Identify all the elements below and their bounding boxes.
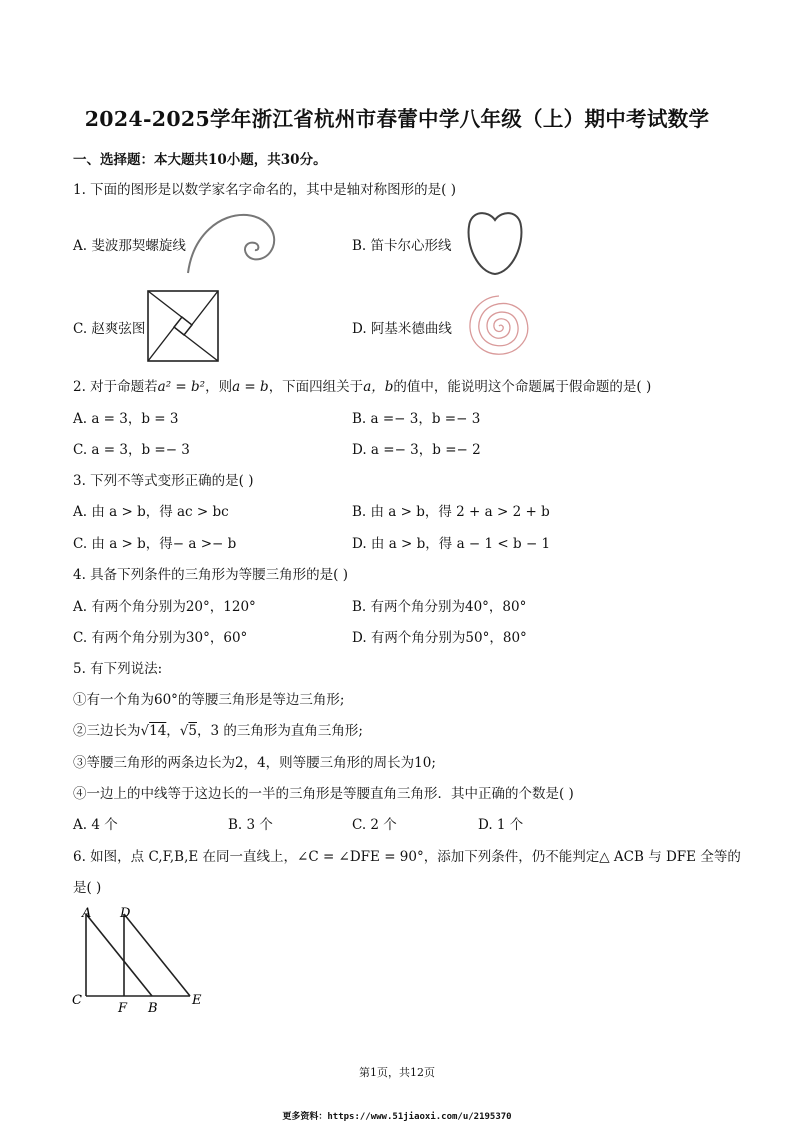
q2-stem-part3: ，下面四组关于	[268, 379, 364, 395]
q1-option-d: D. 阿基米德曲线	[352, 321, 452, 337]
page-title: 2024-2025学年浙江省杭州市春蕾中学八年级（上）期中考试数学	[84, 107, 710, 131]
q4-option-c: C. 有两个角分别为30°，60°	[73, 630, 248, 646]
vertex-label-d: D	[120, 906, 131, 921]
q4-option-a: A. 有两个角分别为20°，120°	[73, 599, 256, 615]
q5-s2-radicand-1: 14	[149, 723, 167, 739]
q5-option-d: D. 1 个	[478, 817, 524, 833]
q5-option-c: C. 2 个	[352, 817, 397, 833]
cardioid-figure	[466, 208, 524, 278]
vertex-label-e: E	[192, 993, 202, 1008]
triangles-figure	[72, 904, 212, 1016]
vertex-label-c: C	[72, 993, 82, 1008]
page-footer: 第1页，共12页	[359, 1066, 435, 1079]
q5-option-a: A. 4 个	[73, 817, 118, 833]
q2-option-a: A. a = 3，b = 3	[73, 411, 179, 427]
q1-option-a: A. 斐波那契螺旋线	[73, 238, 186, 254]
q2-option-b: B. a =− 3，b =− 3	[352, 411, 481, 427]
q5-s2-part2: ，√	[166, 723, 189, 739]
fibonacci-spiral-figure	[185, 205, 280, 275]
q2-stem	[73, 375, 651, 395]
q3-option-a: A. 由 a > b，得 ac > bc	[73, 504, 229, 520]
q5-statement-2	[73, 719, 363, 739]
section-heading: 一、选择题：本大题共10小题，共30分。	[73, 152, 327, 168]
q5-s2-part3: ，3 的三角形为直角三角形;	[197, 723, 363, 739]
q3-option-d: D. 由 a > b，得 a − 1 < b − 1	[352, 536, 551, 552]
q5-option-b: B. 3 个	[228, 817, 273, 833]
q5-statement-4: ④一边上的中线等于这边长的一半的三角形是等腰直角三角形．其中正确的个数是( )	[73, 786, 574, 802]
q5-s2-radicand-2: 5	[188, 723, 197, 739]
q4-stem: 4. 具备下列条件的三角形为等腰三角形的是( )	[73, 567, 348, 583]
source-link[interactable]: 更多资料：https://www.51jiaoxi.com/u/2195370	[282, 1112, 512, 1122]
zhao-shuang-diagram-figure	[147, 290, 219, 362]
q6-stem-line1: 6. 如图，点 C,F,B,E 在同一直线上，∠C = ∠DFE = 90°，添加下列条件，仍不能判定△ ACB 与 DFE 全等的	[73, 849, 741, 865]
archimedes-spiral-figure	[454, 286, 544, 366]
q2-variables: a，b	[363, 379, 394, 395]
q2-option-d: D. a =− 3，b =− 2	[352, 442, 481, 458]
q5-statement-3: ③等腰三角形的两条边长为2，4，则等腰三角形的周长为10;	[73, 755, 436, 771]
q1-option-c: C. 赵爽弦图	[73, 321, 146, 337]
q4-option-b: B. 有两个角分别为40°，80°	[352, 599, 527, 615]
q5-s2-part1: ②三边长为√	[73, 723, 150, 739]
q6-stem-line2: 是( )	[73, 880, 102, 896]
q2-stem-part4: 的值中，能说明这个命题属于假命题的是( )	[393, 379, 652, 395]
q2-equation-1: a² = b²	[157, 379, 206, 395]
q1-stem: 1. 下面的图形是以数学家名字命名的，其中是轴对称图形的是( )	[73, 182, 456, 198]
q2-stem-part1: 2. 对于命题若	[73, 379, 158, 395]
q2-equation-2: a = b	[232, 379, 269, 395]
q5-stem: 5. 有下列说法:	[73, 661, 163, 677]
q3-stem: 3. 下列不等式变形正确的是( )	[73, 473, 254, 489]
q2-stem-part2: ，则	[205, 379, 233, 395]
q4-option-d: D. 有两个角分别为50°，80°	[352, 630, 527, 646]
q1-option-b: B. 笛卡尔心形线	[352, 238, 452, 254]
q3-option-b: B. 由 a > b，得 2 + a > 2 + b	[352, 504, 550, 520]
vertex-label-b: B	[148, 1001, 158, 1016]
vertex-label-f: F	[118, 1001, 128, 1016]
q3-option-c: C. 由 a > b，得− a >− b	[73, 536, 237, 552]
q2-option-c: C. a = 3，b =− 3	[73, 442, 190, 458]
q5-statement-1: ①有一个角为60°的等腰三角形是等边三角形;	[73, 692, 345, 708]
vertex-label-a: A	[82, 906, 92, 921]
